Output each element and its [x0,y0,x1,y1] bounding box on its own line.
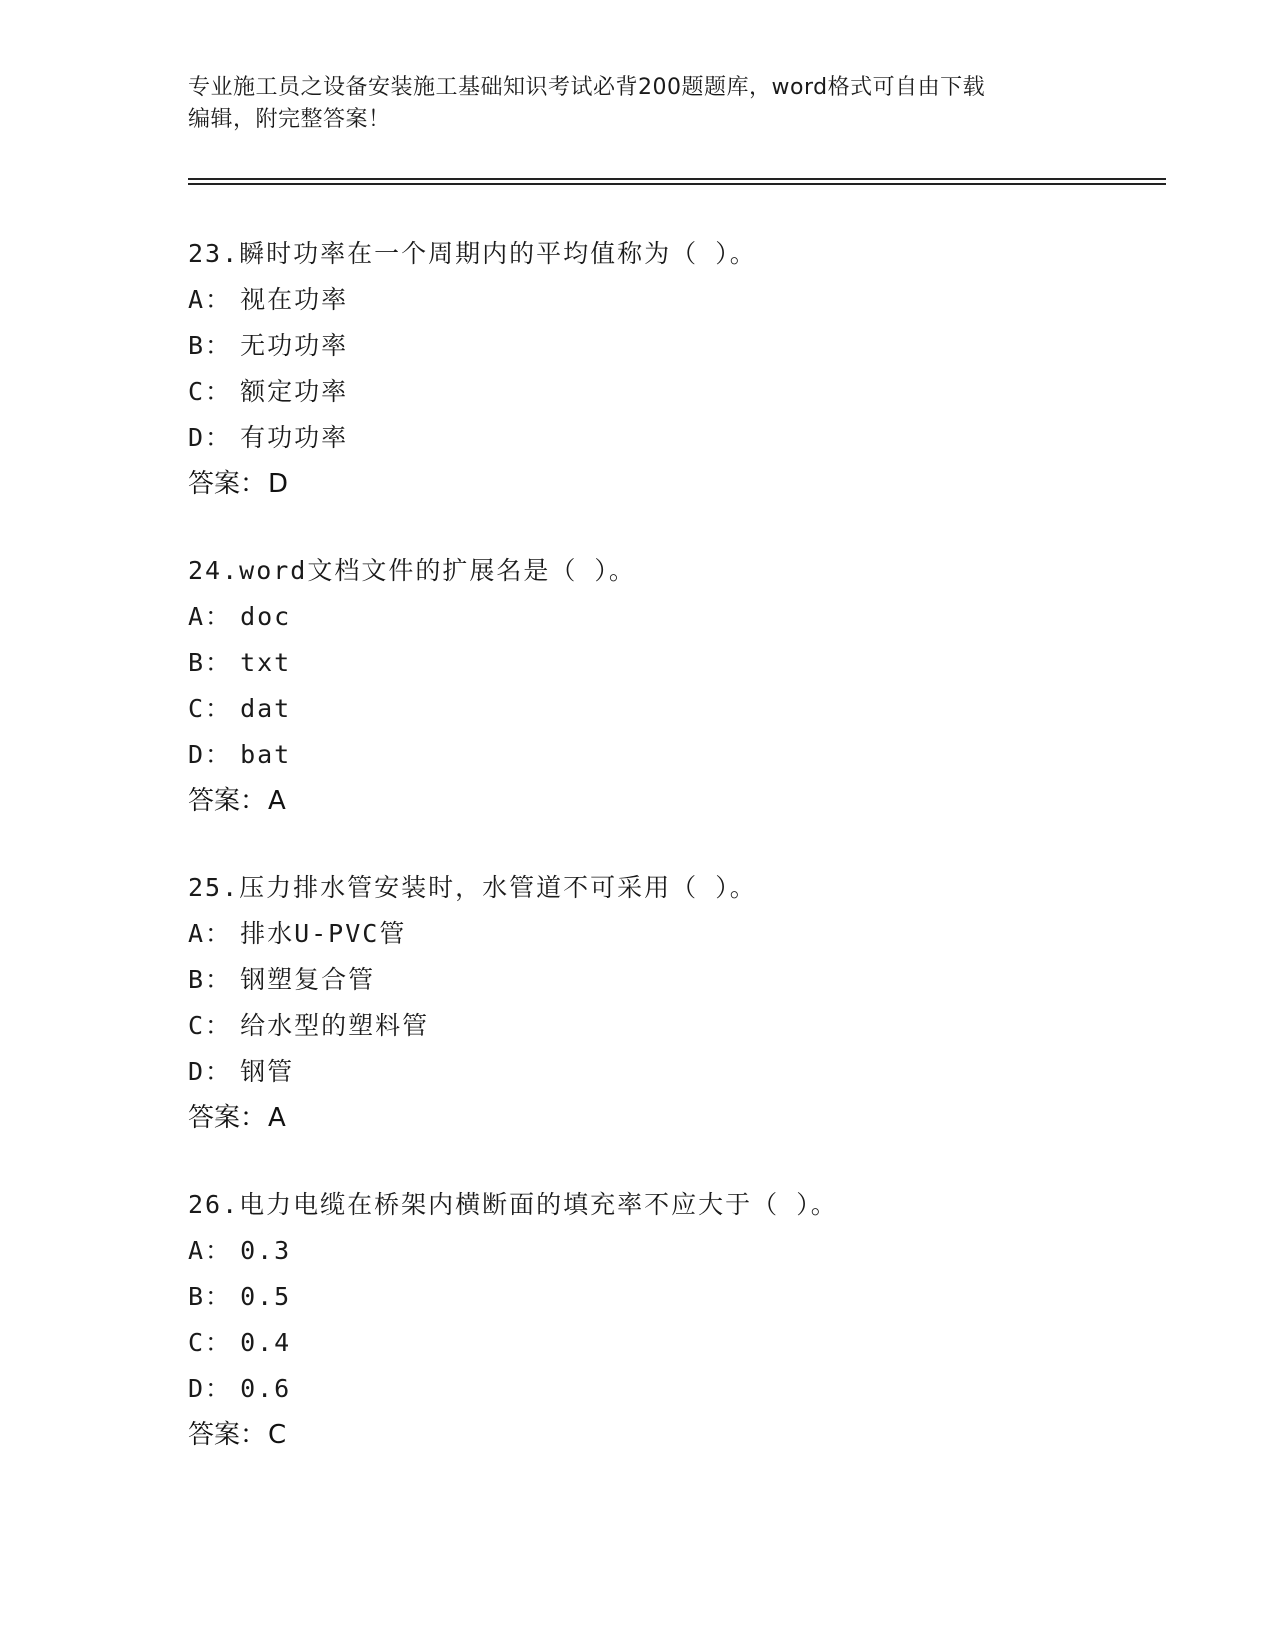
option-text: 额定功率 [240,377,349,406]
option-c [188,369,1168,415]
option-d [188,732,1168,778]
header-divider-top [188,178,1166,180]
option-letter: C： [188,694,233,723]
option-letter: A： [188,1236,233,1265]
option-letter: C： [188,1011,233,1040]
option-d [188,1049,1168,1095]
option-letter: B： [188,331,233,360]
option-text: 0.5 [240,1282,292,1311]
option-letter: D： [188,1057,233,1086]
option-c [188,1320,1168,1366]
option-letter: D： [188,1374,233,1403]
answer-line [188,1095,1168,1141]
answer-line [188,1412,1168,1458]
option-a [188,911,1168,957]
option-text: 钢管 [240,1057,295,1086]
option-text: 0.6 [240,1374,292,1403]
option-letter: C： [188,377,233,406]
question-stem: 25.压力排水管安装时，水管道不可采用（ ）。 [188,873,757,902]
option-a [188,1228,1168,1274]
option-text: 0.3 [240,1236,292,1265]
option-text: bat [240,740,292,769]
header-divider-bottom [188,183,1166,185]
answer-value: A [268,786,286,816]
question-stem: 26.电力电缆在桥架内横断面的填充率不应大于（ ）。 [188,1190,838,1219]
option-a [188,277,1168,323]
option-letter: B： [188,1282,233,1311]
option-text: dat [240,694,292,723]
option-text: 排水U-PVC管 [240,919,407,948]
option-b [188,640,1168,686]
option-text: 钢塑复合管 [240,965,376,994]
option-letter: C： [188,1328,233,1357]
option-a [188,594,1168,640]
option-letter: A： [188,919,233,948]
option-letter: B： [188,965,233,994]
answer-label: 答案： [188,469,267,499]
question-stem: 23.瞬时功率在一个周期内的平均值称为（ ）。 [188,239,757,268]
document-header [188,72,1078,136]
answer-value: C [268,1420,287,1450]
option-d [188,415,1168,461]
option-text: 给水型的塑料管 [240,1011,430,1040]
option-text: 有功功率 [240,423,349,452]
option-letter: D： [188,423,233,452]
option-d [188,1366,1168,1412]
option-c [188,686,1168,732]
option-letter: A： [188,285,233,314]
answer-line [188,461,1168,507]
answer-label: 答案： [188,786,267,816]
answer-value: A [268,1103,286,1133]
option-c [188,1003,1168,1049]
question-stem: 24.word文档文件的扩展名是（ ）。 [188,556,636,585]
option-b [188,957,1168,1003]
answer-line [188,778,1168,824]
answer-label: 答案： [188,1420,267,1450]
question-25 [188,865,1168,1141]
option-b [188,1274,1168,1320]
option-text: doc [240,602,292,631]
question-26 [188,1182,1168,1458]
option-text: 0.4 [240,1328,292,1357]
answer-value: D [268,469,289,499]
option-b [188,323,1168,369]
header-line-1: 专业施工员之设备安装施工基础知识考试必背200题题库，word格式可自由下载 [188,75,986,100]
option-text: txt [240,648,292,677]
header-line-2: 编辑，附完整答案！ [188,107,391,132]
question-24 [188,548,1168,824]
option-letter: B： [188,648,233,677]
option-letter: D： [188,740,233,769]
option-letter: A： [188,602,233,631]
option-text: 视在功率 [240,285,349,314]
question-23 [188,231,1168,507]
answer-label: 答案： [188,1103,267,1133]
option-text: 无功功率 [240,331,349,360]
